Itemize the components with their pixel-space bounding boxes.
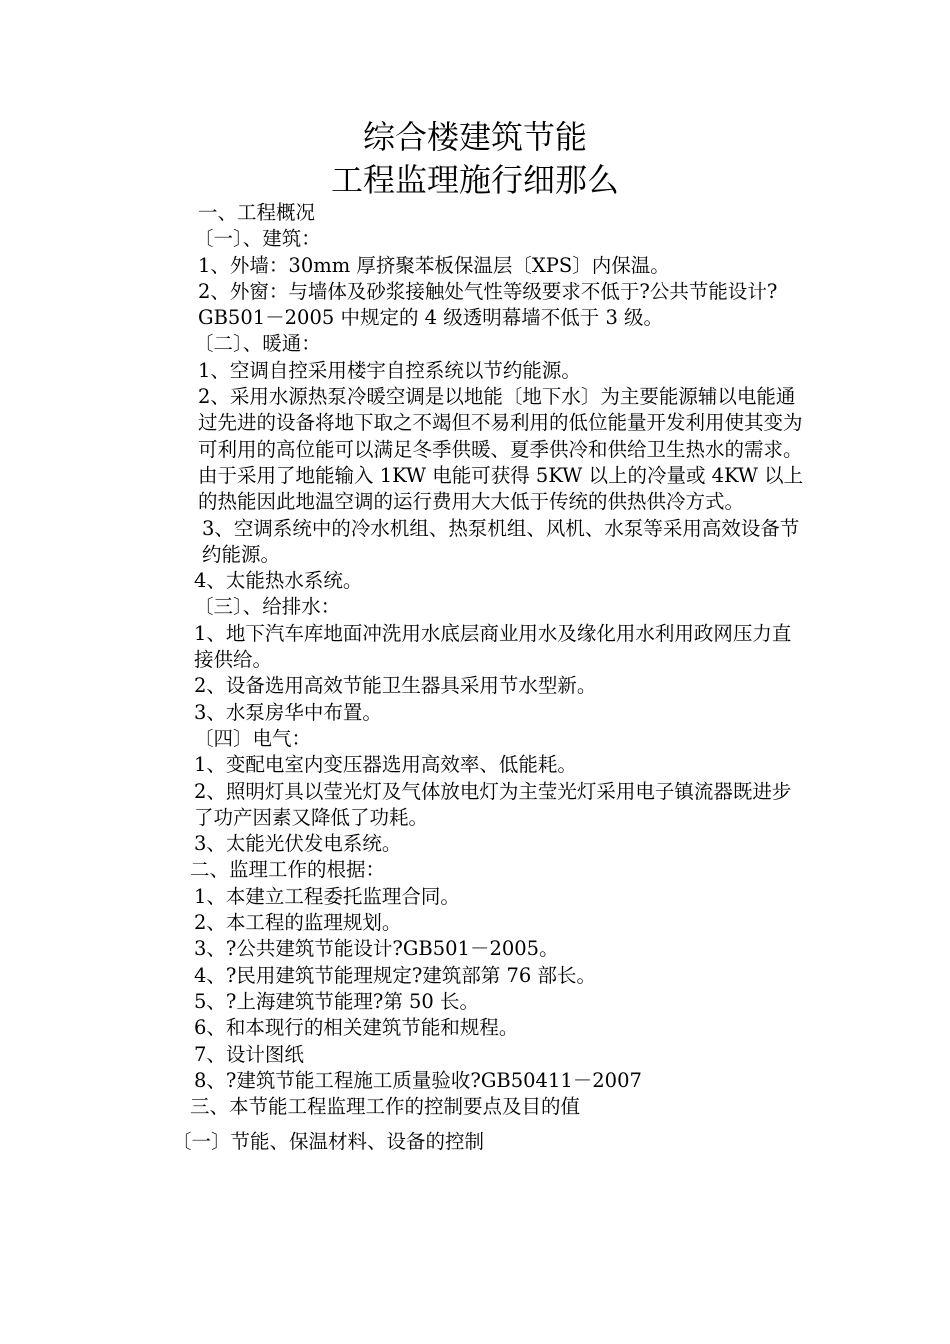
paragraph: 2、设备选用高效节能卫生器具采用节水型新。	[194, 674, 597, 698]
paragraph: 2、照明灯具以莹光灯及气体放电灯为主莹光灯采用电子镇流器既进步了功产因素又降低了功耗。	[194, 779, 792, 829]
document-title-line-1: 综合楼建筑节能	[362, 118, 587, 156]
paragraph: 〔三〕、给排水：	[194, 595, 341, 619]
paragraph: 三、本节能工程监理工作的控制要点及目的值	[190, 1095, 581, 1119]
paragraph: 8、?建筑节能工程施工质量验收?GB50411－2007	[194, 1068, 642, 1092]
paragraph: 1、外墙：30mm 厚挤聚苯板保温层〔XPS〕内保温。	[198, 253, 670, 277]
paragraph: 3、空调系统中的冷水机组、热泵机组、风机、水泵等采用高效设备节约能源。	[202, 516, 800, 566]
paragraph: 1、变配电室内变压器选用高效率、低能耗。	[194, 753, 577, 777]
paragraph: 3、水泵房华中布置。	[194, 700, 382, 724]
paragraph: 4、?民用建筑节能理规定?建筑部第 76 部长。	[194, 963, 597, 987]
paragraph: 5、?上海建筑节能理?第 50 长。	[194, 989, 480, 1013]
paragraph: 〔一〕、建筑：	[194, 227, 321, 251]
paragraph: 4、太能热水系统。	[194, 569, 363, 593]
paragraph: 2、本工程的监理规划。	[194, 911, 402, 935]
paragraph: 2、采用水源热泵冷暖空调是以地能〔地下水〕为主要能源辅以电能通过先进的设备将地下取之不竭但不易利用的低位能量开发利用使其变为可利用的高位能可以满足冬季供暖、夏季供冷和供给卫生热水的需求。由于采用了地能输入 1KW 电能可获得 5KW 以上的冷量或 4KW 以上的热能因此地温空调的运行费用大大低于传统的供热供冷方式。	[198, 385, 804, 514]
paragraph: 〔一〕节能、保温材料、设备的控制	[172, 1130, 485, 1154]
paragraph: 1、地下汽车库地面冲洗用水底层商业用水及缘化用水利用政网压力直接供给。	[194, 621, 792, 672]
paragraph: 1、本建立工程委托监理合同。	[194, 884, 460, 908]
paragraph: 3、?公共建筑节能设计?GB501－2005。	[194, 937, 559, 961]
paragraph: 〔二〕、暖通：	[194, 332, 321, 356]
paragraph: 二、监理工作的根据：	[190, 858, 386, 882]
paragraph: 〔四〕电气：	[194, 726, 312, 750]
document-title-line-2: 工程监理施行细那么	[330, 161, 619, 199]
document-body	[146, 200, 808, 1156]
paragraph: 1、空调自控采用楼宇自控系统以节约能源。	[198, 358, 581, 382]
paragraph: 7、设计图纸	[194, 1042, 304, 1066]
paragraph: 3、太能光伏发电系统。	[194, 832, 402, 856]
paragraph: 一、工程概况	[198, 201, 316, 224]
paragraph: 6、和本现行的相关建筑节能和规程。	[194, 1016, 519, 1040]
paragraph: 2、外窗：与墙体及砂浆接触处气性等级要求不低于?公共节能设计?GB501－2005 中规定的 4 级透明幕墙不低于 3 级。	[198, 279, 778, 330]
